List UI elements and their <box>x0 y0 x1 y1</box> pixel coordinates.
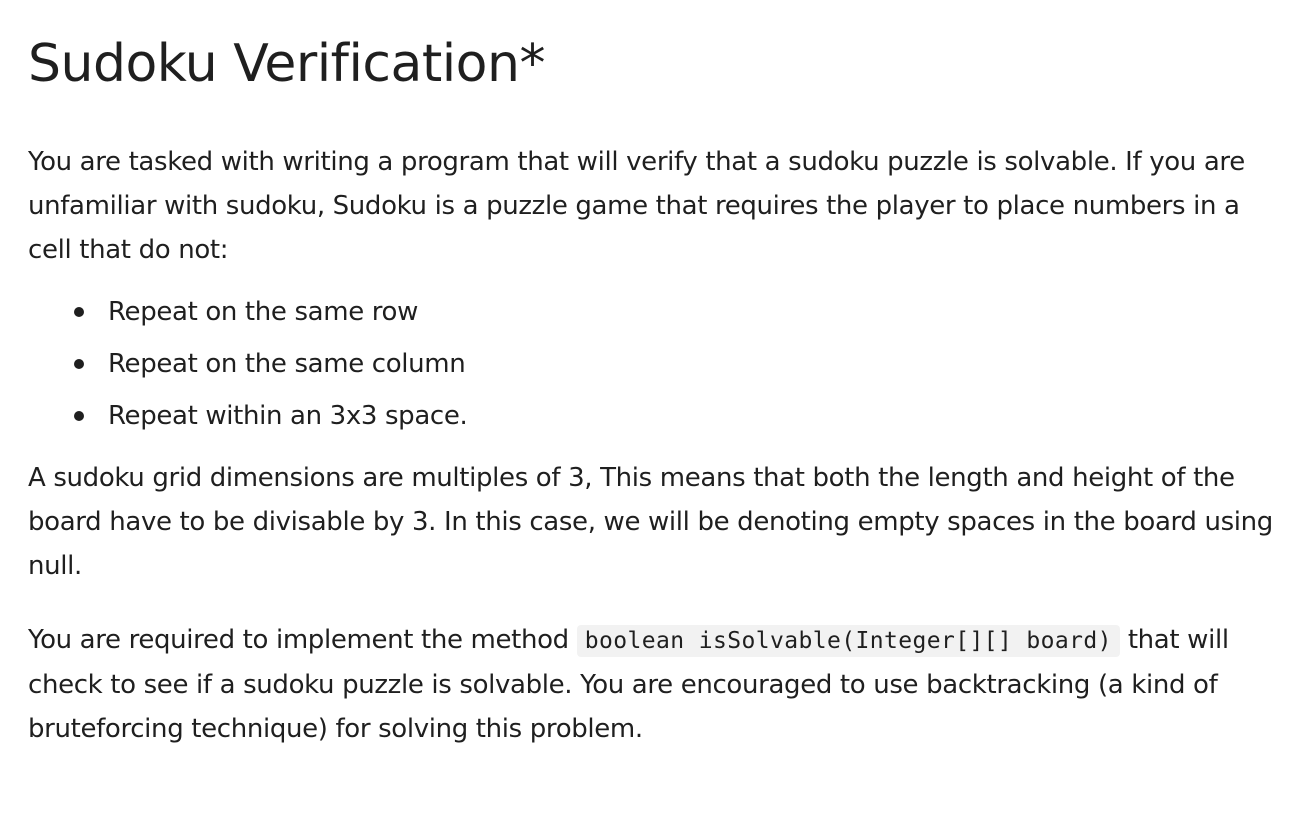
list-item <box>108 390 1278 442</box>
rule-text: Repeat on the same column <box>108 349 466 379</box>
grid-paragraph: A sudoku grid dimensions are multiples of 3, This means that both the length and height of the board have to be divisable by 3. In this case, we will be denoting empty spaces in the board using null. <box>28 463 1273 581</box>
list-item <box>108 286 1278 338</box>
task-paragraph <box>28 618 1278 751</box>
rules-list <box>28 286 1278 442</box>
rule-text: Repeat within an 3x3 space. <box>108 401 468 431</box>
bullet-icon <box>74 359 84 369</box>
task-suffix: that will check to see if a sudoku puzzle is solvable. You are encouraged to use backtracking (a kind of bruteforcing technique) for solving this problem. <box>28 625 1229 744</box>
intro-paragraph: You are tasked with writing a program that will verify that a sudoku puzzle is solvable. If you are unfamiliar with sudoku, Sudoku is a puzzle game that requires the player to place numbers in a cell that do not: <box>28 147 1245 265</box>
bullet-icon <box>74 411 84 421</box>
rule-text: Repeat on the same row <box>108 297 419 327</box>
page-title: Sudoku Verification* <box>28 34 545 94</box>
list-item <box>108 338 1278 390</box>
method-signature-code: boolean isSolvable(Integer[][] board) <box>577 625 1120 657</box>
task-prefix: You are required to implement the method <box>28 625 569 655</box>
bullet-icon <box>74 307 84 317</box>
